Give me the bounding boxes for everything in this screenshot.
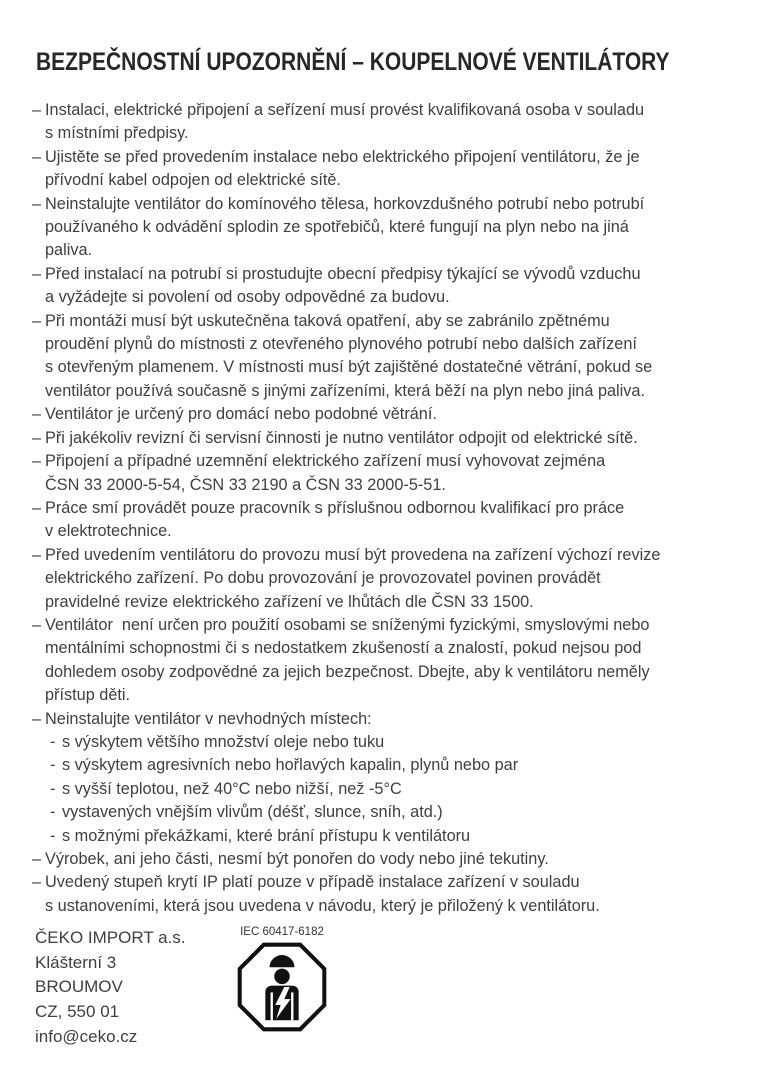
line-text: a vyžádejte si povolení od osoby odpovědné za budovu.	[45, 288, 450, 307]
notice-item-line	[0, 216, 738, 239]
line-text: Ujistěte se před provedením instalace nebo elektrického připojení ventilátoru, že je	[45, 147, 640, 166]
notice-item-line	[0, 263, 738, 286]
notice-item-line	[0, 356, 738, 379]
notice-item-line	[0, 895, 738, 918]
notice-item-line	[0, 193, 738, 216]
notice-list	[0, 99, 762, 918]
bullet-marker: –	[32, 615, 42, 634]
bullet-marker: –	[32, 311, 42, 330]
line-text: s možnými překážkami, které brání přístupu k ventilátoru	[62, 826, 471, 845]
bullet-marker: -	[50, 779, 56, 798]
bullet-marker: –	[32, 405, 42, 424]
bullet-marker: –	[32, 264, 42, 283]
line-text: Ventilátor není určen pro použití osobami se sníženými fyzickými, smyslovými nebo	[45, 615, 650, 634]
line-text: paliva.	[45, 241, 93, 260]
notice-item-line	[0, 614, 738, 637]
line-text: Ventilátor je určený pro domácí nebo podobné větrání.	[45, 405, 437, 424]
bullet-marker: -	[50, 826, 56, 845]
line-text: Výrobek, ani jeho části, nesmí být ponořen do vody nebo jiné tekutiny.	[45, 850, 549, 868]
line-text: proudění plynů do místnosti z otevřeného plynového potrubí nebo dalších zařízení	[45, 335, 637, 354]
notice-item-line	[0, 567, 738, 590]
skilled-person-electrician-icon	[237, 942, 327, 1032]
line-text: s výskytem většího množství oleje nebo tuku	[62, 732, 385, 751]
line-text: Připojení a případné uzemnění elektrického zařízení musí vyhovovat zejména	[45, 452, 606, 471]
notice-item-line	[0, 520, 738, 543]
line-text: s vyšší teplotou, než 40°C nebo nižší, než -5°C	[62, 779, 402, 798]
line-text: s výskytem agresivních nebo hořlavých kapalin, plynů nebo par	[62, 756, 519, 775]
notice-item-line	[0, 286, 738, 309]
bullet-marker: –	[32, 428, 42, 447]
notice-item-line	[0, 146, 738, 169]
line-text: s otevřeným plamenem. V místnosti musí být zajištěné dostatečné větrání, pokud se	[45, 358, 653, 377]
company-street: Klášterní 3	[35, 952, 117, 972]
line-text: Neinstalujte ventilátor v nevhodných místech:	[45, 709, 372, 728]
right-arm-slit	[291, 993, 293, 1021]
bullet-marker: –	[32, 709, 42, 728]
notice-item-line	[0, 122, 738, 145]
company-city: BROUMOV	[35, 977, 123, 997]
notice-item-line	[0, 427, 738, 450]
line-text: Při montáži musí být uskutečněna taková opatření, aby se zabránilo zpětnému	[45, 311, 610, 330]
notice-item-line	[0, 99, 738, 122]
notice-item-line	[0, 661, 738, 684]
line-text: Neinstalujte ventilátor do komínového tělesa, horkovzdušného potrubí nebo potrubí	[45, 194, 645, 213]
notice-item-line	[0, 684, 738, 707]
notice-item-line	[0, 333, 738, 356]
bullet-marker: –	[32, 194, 42, 213]
notice-item-line	[0, 637, 738, 660]
bullet-marker: –	[32, 498, 42, 517]
iec-symbol-label: IEC 60417-6182	[240, 926, 324, 939]
line-text: vystavených vnějším vlivům (déšť, slunce, sníh, atd.)	[62, 803, 443, 822]
notice-item-line	[0, 497, 738, 520]
line-text: v elektrotechnice.	[45, 522, 172, 541]
bullet-marker: –	[32, 850, 42, 868]
line-text: Uvedený stupeň krytí IP platí pouze v případě instalace zařízení v souladu	[45, 873, 580, 892]
notice-item-line	[0, 708, 738, 731]
line-text: ČSN 33 2000-5-54, ČSN 33 2190 a ČSN 33 2000-5-51.	[45, 475, 446, 494]
line-text: dohledem osoby zodpovědné za jejich bezpečnost. Dbejte, aby k ventilátoru neměly	[45, 662, 650, 681]
line-text: Před instalací na potrubí si prostudujte obecní předpisy týkající se vývodů vzduchu	[45, 264, 641, 283]
face-shape	[274, 969, 289, 984]
bullet-marker: –	[32, 101, 42, 119]
bullet-marker: -	[50, 732, 56, 751]
company-postal: CZ, 550 01	[35, 1002, 120, 1021]
company-address	[35, 926, 200, 1049]
line-text: elektrického zařízení. Po dobu provozování je provozovatel povinen provádět	[45, 569, 601, 588]
line-text: Instalaci, elektrické připojení a seřízení musí provést kvalifikovaná osoba v souladu	[45, 101, 645, 119]
line-text: přívodní kabel odpojen od elektrické sítě.	[45, 171, 341, 190]
notice-item-line	[0, 239, 738, 262]
notice-item-line	[0, 310, 738, 333]
bullet-marker: -	[50, 756, 56, 775]
footer	[0, 926, 762, 1049]
notice-subitem-line	[0, 754, 738, 777]
line-text: ventilátor používá současně s jinými zařízeními, která běží na plyn nebo jiná paliva.	[45, 381, 646, 400]
notice-item-line	[0, 848, 738, 871]
line-text: používaného k odvádění splodin ze spotřebičů, které fungují na plyn nebo na jiná	[45, 218, 629, 237]
bullet-marker: –	[32, 545, 42, 564]
notice-item-line	[0, 544, 738, 567]
bullet-marker: –	[32, 452, 42, 471]
page-title: BEZPEČNOSTNÍ UPOZORNĚNÍ – KOUPELNOVÉ VENTILÁTORY	[36, 48, 670, 76]
line-text: Při jakékoliv revizní či servisní činnosti je nutno ventilátor odpojit od elektrické sítě.	[45, 428, 638, 447]
notice-item-line	[0, 474, 738, 497]
line-text: Práce smí provádět pouze pracovník s příslušnou odbornou kvalifikací pro práce	[45, 498, 625, 517]
line-text: s ustanoveními, která jsou uvedena v návodu, který je přiložený k ventilátoru.	[45, 896, 600, 915]
notice-subitem-line	[0, 825, 738, 848]
bullet-marker: –	[32, 873, 42, 892]
notice-item-line	[0, 591, 738, 614]
notice-item-line	[0, 380, 738, 403]
line-text: přístup děti.	[45, 686, 131, 705]
company-name: ČEKO IMPORT a.s.	[35, 928, 186, 948]
notice-item-line	[0, 403, 738, 426]
line-text: s místními předpisy.	[45, 124, 189, 143]
notice-item-line	[0, 169, 738, 192]
notice-subitem-line	[0, 801, 738, 824]
notice-item-line	[0, 871, 738, 894]
left-arm-slit	[271, 993, 273, 1021]
company-email: info@ceko.cz	[35, 1026, 138, 1046]
notice-subitem-line	[0, 731, 738, 754]
bullet-marker: –	[32, 147, 42, 166]
iec-symbol-block	[232, 926, 332, 1032]
line-text: mentálními schopnostmi či s nedostatkem zkušeností a znalostí, pokud nejsou pod	[45, 639, 642, 658]
line-text: pravidelné revize elektrického zařízení ve lhůtách dle ČSN 33 1500.	[45, 592, 534, 611]
bullet-marker: -	[50, 803, 56, 822]
notice-subitem-line	[0, 778, 738, 801]
line-text: Před uvedením ventilátoru do provozu musí být provedena na zařízení výchozí revize	[45, 545, 661, 564]
notice-item-line	[0, 450, 738, 473]
